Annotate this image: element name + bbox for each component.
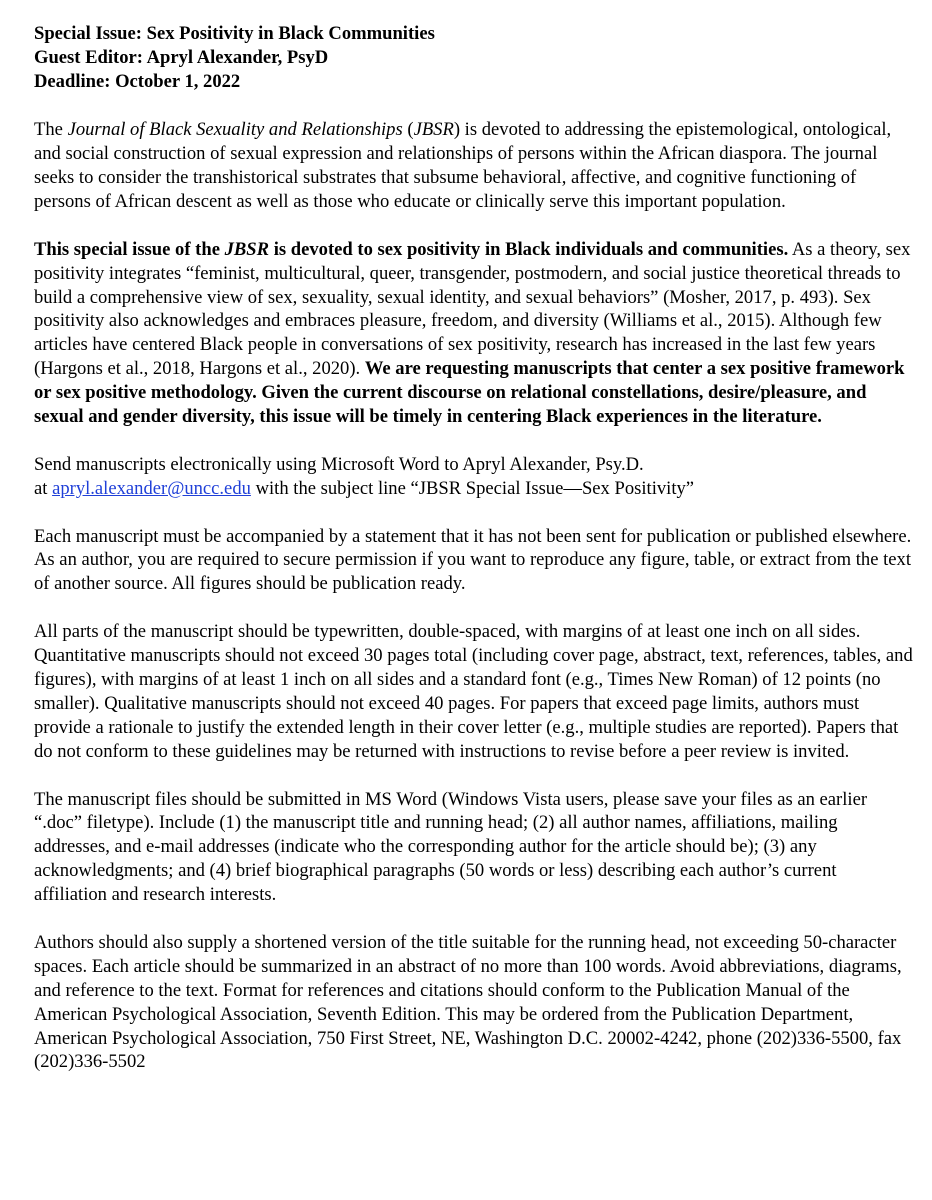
deadline-line: Deadline: October 1, 2022 (34, 70, 241, 92)
manuscript-request-text: We are requesting manuscripts that center a sex positive framework or sex positive methodology. Given the current discourse on relational constellations, desire/pleasure, and sexual and gender diversity, this issue will be timely in centering Black experiences in the literature. (34, 358, 905, 428)
document-page (34, 22, 914, 1098)
send-manuscripts-text: Send manuscripts electronically using Microsoft Word to Apryl Alexander, Psy.D. (34, 453, 644, 475)
subject-line-text: with the subject line “JBSR Special Issue—Sex Positivity” (250, 477, 695, 499)
permission-statement-paragraph: Each manuscript must be accompanied by a statement that it has not been sent for publication or published elsewhere. As an author, you are required to secure permission if you want to reproduce any figure, table, or extract from the text of another source. All figures should be publication ready. (34, 525, 912, 595)
call-header (34, 22, 914, 94)
sex-positivity-theory-text: As a theory, sex positivity integrates “feminist, multicultural, queer, transgender, postmodern, and social justice theoretical threads to build a comprehensive view of sex, sexuality, sexual identity, and sexual behaviors” (Mosher, 2017, p. 493). Sex positivity also acknowledges and embraces pleasure, freedom, and diversity (Williams et al., 2015). Although few articles have centered Black people in conversations of sex positivity, research has increased in the last few years (Hargons et al., 2018, Hargons et al., 2020). (34, 238, 911, 380)
submission-instructions-paragraph (34, 453, 914, 501)
special-issue-title: Special Issue: Sex Positivity in Black Communities (34, 23, 435, 44)
running-head-abstract-paragraph: Authors should also supply a shortened version of the title suitable for the running head, not exceeding 50-character spaces. Each article should be summarized in an abstract of no more than 100 words. Avoid abbreviations, diagrams, and reference to the text. Format for references and citations should conform to the Publication Manual of the American Psychological Association, Seventh Edition. This may be ordered from the Publication Department, American Psychological Association, 750 First Street, NE, Washington D.C. 20002-4242, phone (202)336-5500, fax (202)336-5502 (34, 931, 902, 1073)
journal-paren-open: ( (402, 119, 414, 141)
at-text: at (34, 477, 53, 499)
special-issue-lead: This special issue of the (34, 238, 225, 260)
formatting-requirements-paragraph: All parts of the manuscript should be typewritten, double-spaced, with margins of at least one inch on all sides. Quantitative manuscripts should not exceed 30 pages total (including cover page, abstract, text, references, tables, and figures), with margins of at least 1 inch on all sides and a standard font (e.g., Times New Roman) of 12 points (no smaller). Qualitative manuscripts should not exceed 40 pages. For papers that exceed page limits, authors must provide a rationale to justify the extended length in their cover letter (e.g., multiple studies are reported). Papers that do not conform to these guidelines may be returned with instructions to revise before a peer review is invited. (34, 621, 913, 762)
journal-description-paragraph (34, 118, 914, 214)
special-issue-paragraph (34, 238, 914, 429)
file-submission-paragraph: The manuscript files should be submitted in MS Word (Windows Vista users, please save your files as an earlier “.doc” filetype). Include (1) the manuscript title and running head; (2) all author names, affiliations, mailing addresses, and e-mail addresses (indicate who the corresponding author for the article should be); (3) any acknowledgments; and (4) brief biographical paragraphs (50 words or less) describing each author’s current affiliation and research interests. (34, 788, 868, 906)
special-issue-lead-end: is devoted to sex positivity in Black individuals and communities. (269, 238, 789, 260)
journal-name: Journal of Black Sexuality and Relationships (67, 119, 403, 141)
journal-description-text: ) is devoted to addressing the epistemological, ontological, and social construction of sexual expression and relationships of persons within the African diaspora. The journal seeks to consider the transhistorical substrates that subsume behavioral, affective, and cognitive functioning of persons of African descent as well as those who educate or clinically serve this important population. (34, 119, 892, 212)
special-issue-abbrev: JBSR (224, 238, 270, 260)
journal-intro-text: The (34, 119, 68, 141)
journal-abbrev: JBSR (413, 119, 454, 141)
editor-email-link[interactable]: apryl.alexander@uncc.edu (52, 477, 251, 499)
guest-editor-line: Guest Editor: Apryl Alexander, PsyD (34, 46, 329, 68)
